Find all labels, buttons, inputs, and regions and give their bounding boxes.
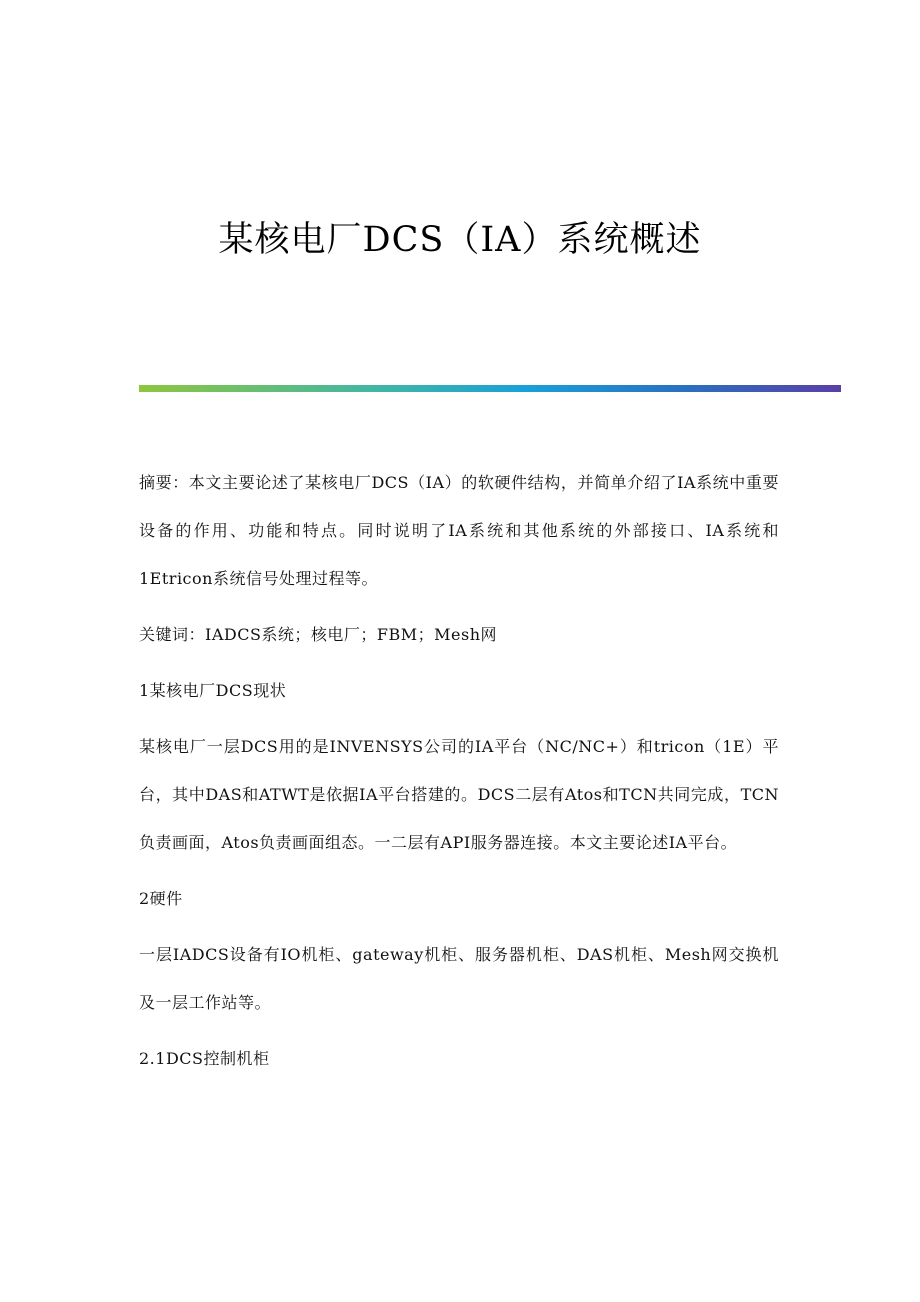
section-heading-1: 1某核电厂DCS现状 bbox=[139, 681, 287, 700]
document-body bbox=[139, 459, 779, 1083]
section-1-paragraph: 某核电厂一层DCS用的是INVENSYS公司的IA平台（NC/NC+）和tricon（1E）平台，其中DAS和ATWT是依据IA平台搭建的。DCS二层有Atos和TCN共同完成，TCN负责画面，Atos负责画面组态。一二层有API服务器连接。本文主要论述IA平台。 bbox=[139, 737, 779, 852]
document-title: 某核电厂DCS（IA）系统概述 bbox=[218, 220, 702, 260]
keywords-paragraph: 关键词：IADCS系统；核电厂；FBM；Mesh网 bbox=[139, 625, 498, 644]
section-2-paragraph: 一层IADCS设备有IO机柜、gateway机柜、服务器机柜、DAS机柜、Mesh网交换机及一层工作站等。 bbox=[139, 945, 779, 1012]
section-heading-2-1: 2.1DCS控制机柜 bbox=[139, 1049, 270, 1068]
gradient-divider bbox=[139, 385, 841, 392]
abstract-paragraph: 摘要：本文主要论述了某核电厂DCS（IA）的软硬件结构，并简单介绍了IA系统中重要设备的作用、功能和特点。同时说明了IA系统和其他系统的外部接口、IA系统和1Etricon系统信号处理过程等。 bbox=[139, 473, 779, 588]
section-heading-2: 2硬件 bbox=[139, 889, 183, 908]
